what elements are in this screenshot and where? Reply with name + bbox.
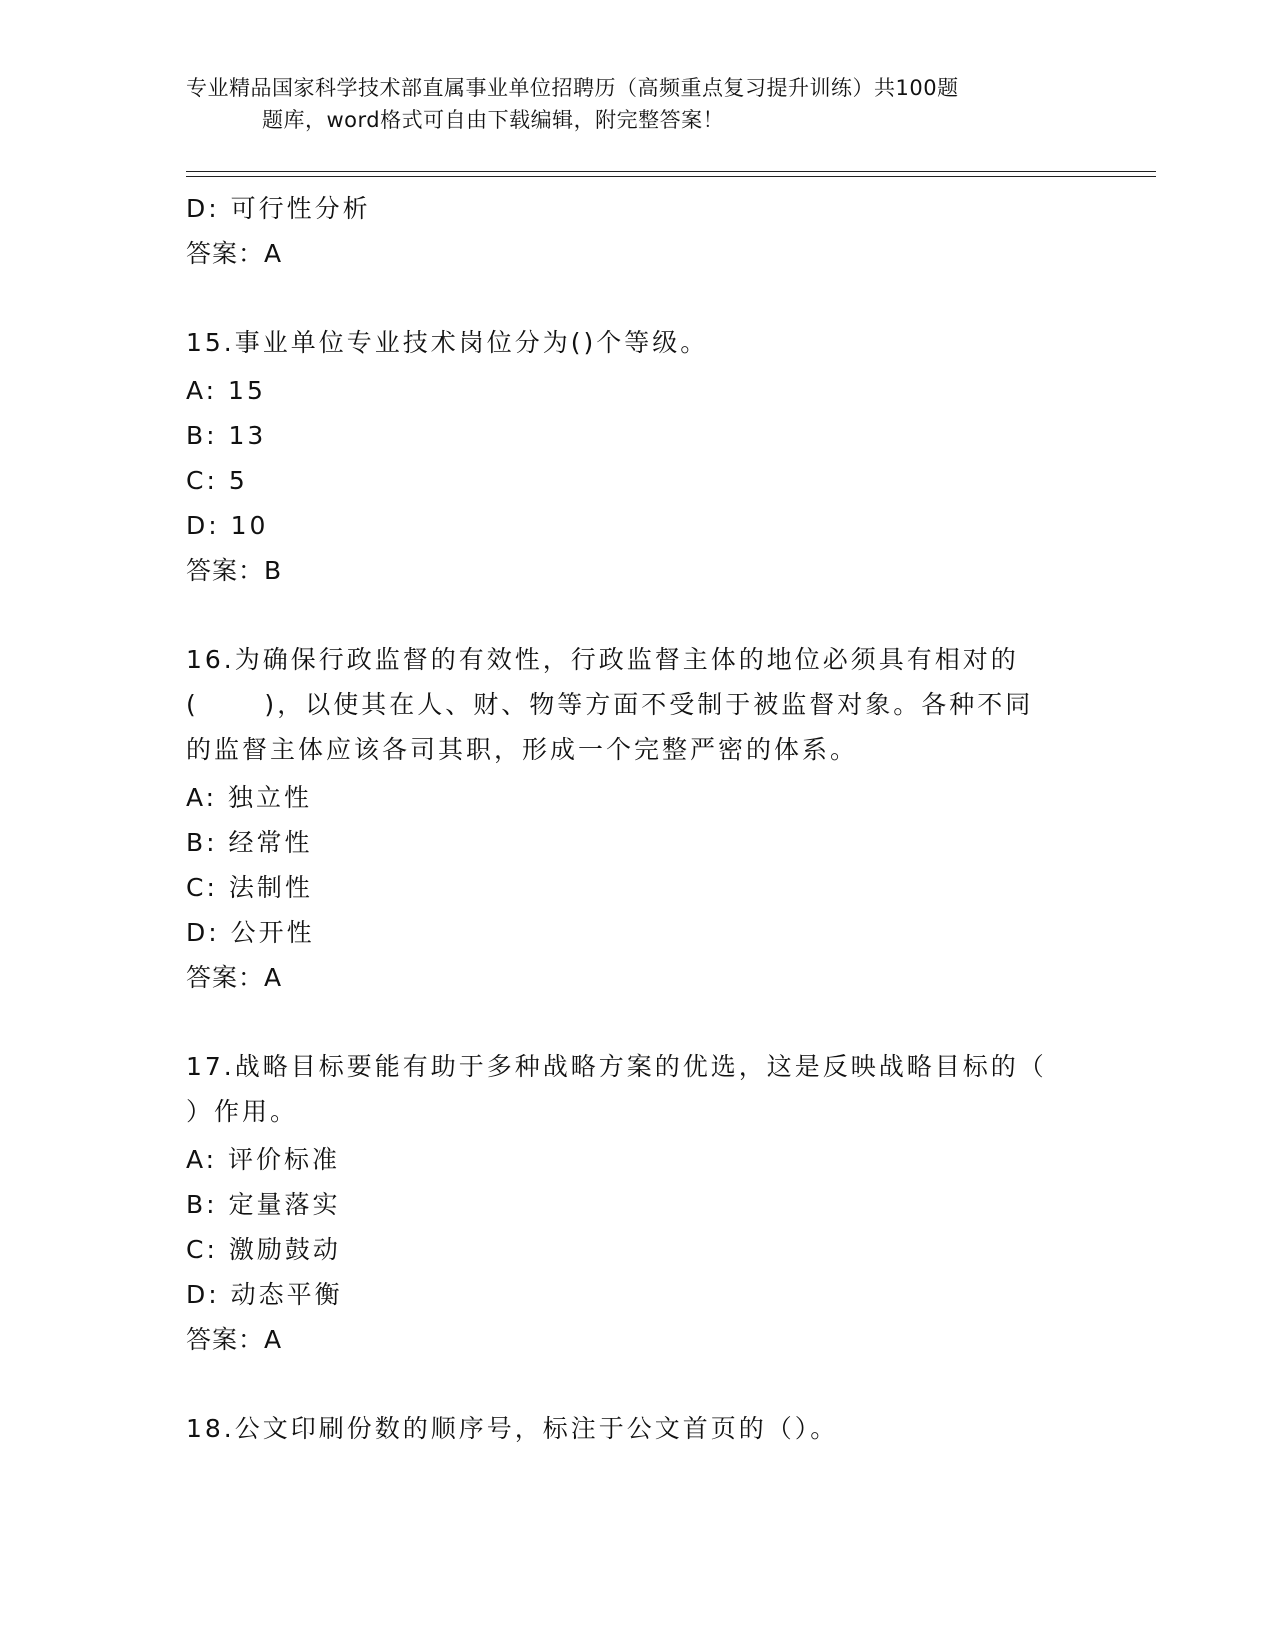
question-stem: 18.公文印刷份数的顺序号，标注于公文首页的（）。 xyxy=(186,1414,839,1443)
option-c: C: 5 xyxy=(186,466,248,495)
spacer xyxy=(186,593,1086,640)
question-stem-line-1: 17.战略目标要能有助于多种战略方案的优选，这是反映战略目标的（ xyxy=(186,1052,1047,1081)
option-b: B: 经常性 xyxy=(186,828,313,857)
question-17 xyxy=(186,1047,1086,1362)
option-d: D: 动态平衡 xyxy=(186,1280,343,1309)
spacer xyxy=(186,1362,1086,1409)
question-18 xyxy=(186,1409,1086,1454)
question-stem-line-2: ）作用。 xyxy=(186,1097,299,1126)
header-line-2: 题库，word格式可自由下载编辑，附完整答案！ xyxy=(262,108,725,132)
option-c: C: 法制性 xyxy=(186,873,313,902)
option-b: B: 13 xyxy=(186,421,267,450)
option-c: C: 激励鼓动 xyxy=(186,1235,341,1264)
header-line-1: 专业精品国家科学技术部直属事业单位招聘历（高频重点复习提升训练）共100题 xyxy=(186,76,959,100)
option-a: A: 15 xyxy=(186,376,266,405)
question-stem-line-1: 16.为确保行政监督的有效性，行政监督主体的地位必须具有相对的 xyxy=(186,645,1019,674)
document-header xyxy=(186,72,1086,136)
option-a: A: 评价标准 xyxy=(186,1145,341,1174)
option-a: A: 独立性 xyxy=(186,783,313,812)
question-list xyxy=(186,186,1086,1454)
spacer xyxy=(186,1000,1086,1047)
answer-line: 答案：A xyxy=(186,963,283,992)
header-rule-top xyxy=(186,171,1156,172)
question-stem-line-3: 的监督主体应该各司其职，形成一个完整严密的体系。 xyxy=(186,735,859,764)
question-stem-line-2: ( )，以使其在人、财、物等方面不受制于被监督对象。各种不同 xyxy=(186,690,1034,719)
option-d: D: 公开性 xyxy=(186,918,315,947)
question-15 xyxy=(186,323,1086,593)
answer-line: 答案：B xyxy=(186,556,283,585)
option-b: B: 定量落实 xyxy=(186,1190,341,1219)
question-stem: 15.事业单位专业技术岗位分为()个等级。 xyxy=(186,328,709,357)
answer-line: 答案：A xyxy=(186,1325,283,1354)
spacer xyxy=(186,276,1086,323)
option-d: D: 可行性分析 xyxy=(186,194,371,223)
header-rule-bottom xyxy=(186,176,1156,177)
option-d: D: 10 xyxy=(186,511,269,540)
question-16 xyxy=(186,640,1086,1000)
answer-line: 答案：A xyxy=(186,239,283,268)
